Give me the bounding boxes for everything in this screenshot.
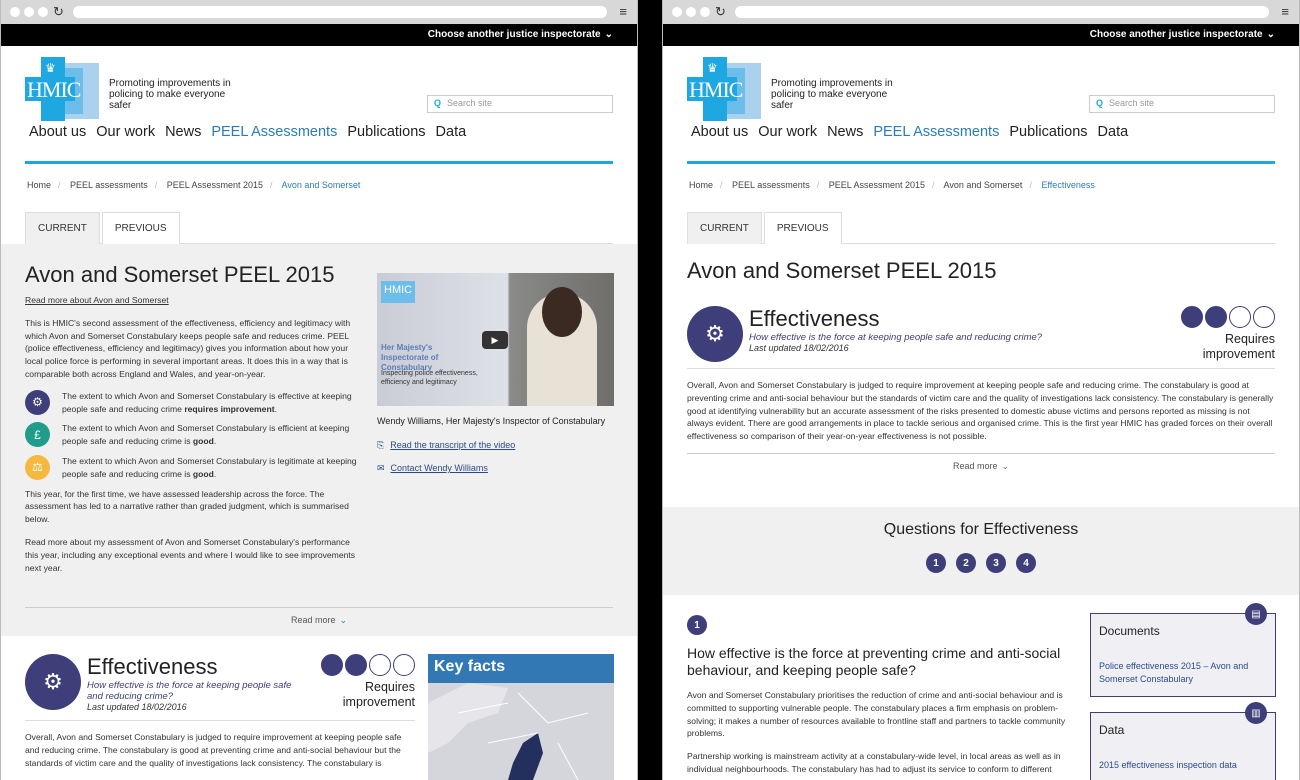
search-icon: Q xyxy=(1096,98,1104,108)
tab-previous[interactable]: PREVIOUS xyxy=(102,212,180,244)
scales-icon: ⚖ xyxy=(25,455,50,480)
video-caption: Wendy Williams, Her Majesty's Inspector of Constabulary xyxy=(377,416,606,426)
transcript-link[interactable]: ⎘ Read the transcript of the video xyxy=(377,440,516,450)
tab-previous[interactable]: PREVIOUS xyxy=(764,212,842,244)
chevron-down-icon: ⌄ xyxy=(604,29,613,40)
main-nav xyxy=(25,124,613,164)
map-image xyxy=(428,683,614,780)
hmic-logo[interactable]: ♛ HMIC xyxy=(25,57,103,121)
tagline: Promoting improvements in policing to make everyone safer xyxy=(109,78,231,111)
documents-box: ▤ Documents Police effectiveness 2015 – Avon and Somerset Constabulary xyxy=(1090,613,1276,697)
reload-icon[interactable]: ↻ xyxy=(53,4,64,19)
nav-publications[interactable]: Publications xyxy=(1009,124,1088,140)
browser-chrome xyxy=(663,0,1299,24)
question-1-section: 1 How effective is the force at preventing crime and anti-social behaviour, and keeping people safe? Avon and Somerset Constabulary prioritises the reduction of crime and anti-social behaviour and is committed to supporting vulnerable people. The constabulary places a firm emphasis on problem-solving; it makes a number of resources available to frontline staff and partners to tackle community problems. Partnership working is mainstream activity at a constabulary-wide level, in local areas as well as in individual neighbourhoods. The constabulary has had to adjust its service to conform to different xyxy=(687,615,1072,776)
leadership-text: This year, for the first time, we have assessed leadership across the force. The assessment has led to a narrative rather than graded judgment, which is summarised below. xyxy=(25,488,349,525)
crumb-peel-2015[interactable]: PEEL Assessment 2015 xyxy=(828,180,926,190)
questions-panel xyxy=(663,507,1299,595)
question-2-button[interactable]: 2 xyxy=(956,553,976,573)
question-1-button[interactable]: 1 xyxy=(926,553,946,573)
rating-legitimacy: ⚖ The extent to which Avon and Somerset Constabulary is legitimate at keeping people safe and reducing crime is good. xyxy=(25,455,365,481)
breadcrumb: Home / PEEL assessments / PEEL Assessment 2015 / Avon and Somerset / Effectiveness xyxy=(689,180,1095,190)
main-nav xyxy=(687,124,1275,164)
question-number: 1 xyxy=(687,615,707,635)
document-icon: ▤ xyxy=(1245,603,1267,625)
crumb-peel[interactable]: PEEL assessments xyxy=(70,180,148,190)
nav-news[interactable]: News xyxy=(165,124,202,140)
crumb-peel[interactable]: PEEL assessments xyxy=(732,180,810,190)
key-facts-title: Key facts xyxy=(428,654,614,683)
tab-current[interactable]: CURRENT xyxy=(687,212,762,244)
section-title: Effectiveness xyxy=(749,306,880,331)
pdf-icon: ⎘ xyxy=(377,440,385,450)
questions-title: Questions for Effectiveness xyxy=(883,521,1079,538)
hmic-logo[interactable]: ♛ HMIC xyxy=(687,57,765,121)
menu-icon[interactable]: ≡ xyxy=(619,4,627,19)
window-controls[interactable] xyxy=(10,7,48,17)
question-3-button[interactable]: 3 xyxy=(986,553,1006,573)
reload-icon[interactable]: ↻ xyxy=(715,4,726,19)
data-link[interactable]: 2015 effectiveness inspection data xyxy=(1099,760,1237,770)
menu-icon[interactable]: ≡ xyxy=(1281,4,1289,19)
play-icon[interactable]: ▶ xyxy=(482,331,508,349)
envelope-icon: ✉ xyxy=(377,463,385,473)
video-player[interactable]: HMIC Her Majesty's Inspectorate of Constabulary Inspecting police effectiveness, efficiency and legitimacy ▶ xyxy=(377,273,614,406)
question-4-button[interactable]: 4 xyxy=(1016,553,1036,573)
browser-chrome xyxy=(1,0,637,24)
crumb-current: Avon and Somerset xyxy=(281,180,361,190)
chevron-down-icon: ⌄ xyxy=(1001,460,1010,471)
page-title: Avon and Somerset PEEL 2015 xyxy=(25,262,335,287)
nav-our-work[interactable]: Our work xyxy=(758,124,818,140)
nav-news[interactable]: News xyxy=(827,124,864,140)
nav-data[interactable]: Data xyxy=(435,124,467,140)
nav-about-us[interactable]: About us xyxy=(691,124,749,140)
nav-publications[interactable]: Publications xyxy=(347,124,426,140)
site-header xyxy=(663,46,1299,126)
crumb-current: Effectiveness xyxy=(1041,180,1095,190)
gears-icon: ⚙ xyxy=(687,306,743,362)
effectiveness-summary: Overall, Avon and Somerset Constabulary is judged to require improvement at keeping people safe and reducing crime. The constabulary is good at preventing crime and anti-social behaviour but the standards of victim care and the quality of investigations lack consistency. The constabulary is generally good at identifying vulnerability but an accurate assessment of the risks presented to domestic abuse victims and persons reported as missing is not always evident. There are good arrangements in place to tackle serious and organised crime. This is the first year HMIC has graded forces on their overall effectiveness so comparison of their year-on-year effectiveness is not possible. xyxy=(687,368,1275,443)
read-more-about-link[interactable]: Read more about Avon and Somerset xyxy=(25,295,169,305)
crumb-peel-2015[interactable]: PEEL Assessment 2015 xyxy=(166,180,264,190)
read-more-button[interactable]: Read more ⌄ xyxy=(687,453,1275,472)
crumb-home[interactable]: Home xyxy=(27,180,52,190)
key-facts-panel xyxy=(428,654,614,780)
rating-efficiency: £ The extent to which Avon and Somerset Constabulary is efficient at keeping people safe and reducing crime is good. xyxy=(25,422,365,448)
contact-link[interactable]: ✉ Contact Wendy Williams xyxy=(377,463,488,473)
grade-dots xyxy=(1181,306,1275,328)
grade-dots xyxy=(321,654,415,676)
address-bar[interactable] xyxy=(735,6,1269,18)
gears-icon: ⚙ xyxy=(25,390,50,415)
tab-bar xyxy=(25,212,613,244)
data-box: ▥ Data 2015 effectiveness inspection data xyxy=(1090,712,1276,780)
inspectorate-bar[interactable] xyxy=(1,24,637,46)
effectiveness-section: ⚙ Effectiveness How effective is the force at keeping people safe and reducing crime? Last updated 18/02/2016 Requires improvement Overall, Avon and Somerset Constabulary is judged to require improvement at keeping people safe and reducing crime. The constabulary is good at preventing crime and anti-social behaviour but the standards of victim care and the quality of investigations lack consistency. The constabulary is generally good at identifying vulnerability but an accurate assessment of the risks presented to domestic abuse victims and persons reported as missing is not always evident. There are good arrangements in place to tackle serious and organised crime. This is the first year HMIC has graded forces on their overall effectiveness so comparison of their year-on-year effectiveness is not possible. Read more ⌄ xyxy=(687,306,1275,471)
search-input[interactable]: Q Search site xyxy=(427,95,613,113)
gears-icon: ⚙ xyxy=(25,654,81,710)
site-header xyxy=(1,46,637,126)
page-title: Avon and Somerset PEEL 2015 xyxy=(687,258,997,283)
read-more-button[interactable]: Read more ⌄ xyxy=(25,607,613,626)
question-title: How effective is the force at preventing crime and anti-social behaviour, and keeping people safe? xyxy=(687,645,1061,678)
inspectorate-bar[interactable]: Choose another justice inspectorate ⌄ xyxy=(663,24,1299,46)
search-input[interactable]: Q Search site xyxy=(1089,95,1275,113)
window-controls[interactable] xyxy=(672,7,710,17)
crown-icon: ♛ xyxy=(707,61,718,75)
search-icon: Q xyxy=(434,98,442,108)
crown-icon: ♛ xyxy=(45,61,56,75)
browser-window-left xyxy=(0,0,638,780)
grade-label: Requires improvement xyxy=(1202,332,1275,361)
nav-our-work[interactable]: Our work xyxy=(96,124,156,140)
tab-current[interactable]: CURRENT xyxy=(25,212,100,244)
chevron-down-icon: ⌄ xyxy=(1266,29,1275,40)
pound-icon: £ xyxy=(25,422,50,447)
effectiveness-summary: Overall, Avon and Somerset Constabulary is judged to require improvement at keeping people safe and reducing crime. The constabulary is good at preventing crime and anti-social behaviour but the standards of victim care and the quality of investigations lack consistency. The constabulary is xyxy=(25,720,415,769)
nav-peel-assessments[interactable]: PEEL Assessments xyxy=(873,124,1000,140)
address-bar[interactable] xyxy=(73,6,607,18)
rating-effectiveness: ⚙ The extent to which Avon and Somerset Constabulary is effective at keeping people safe and reducing crime requires improvement. xyxy=(25,390,365,416)
document-link[interactable]: Police effectiveness 2015 – Avon and Somerset Constabulary xyxy=(1099,661,1249,684)
inspectorate-label[interactable]: Choose another justice inspectorate xyxy=(427,29,601,40)
read-more-paragraph: Read more about my assessment of Avon and Somerset Constabulary's performance this year, including any exceptional events and where I would like to see improvements next year. xyxy=(25,536,356,573)
chevron-down-icon: ⌄ xyxy=(339,615,348,625)
breadcrumb: Home / PEEL assessments / PEEL Assessment 2015 / Avon and Somerset xyxy=(27,180,361,190)
grade-label: Requires improvement xyxy=(342,680,415,709)
nav-data[interactable]: Data xyxy=(1097,124,1129,140)
tab-bar xyxy=(687,212,1275,244)
nav-peel-assessments[interactable]: PEEL Assessments xyxy=(211,124,338,140)
bar-chart-icon: ▥ xyxy=(1245,702,1267,724)
browser-window-right xyxy=(662,0,1300,780)
crumb-avon[interactable]: Avon and Somerset xyxy=(943,180,1023,190)
crumb-home[interactable]: Home xyxy=(689,180,714,190)
nav-about-us[interactable]: About us xyxy=(29,124,87,140)
tagline: Promoting improvements in policing to make everyone safer xyxy=(771,78,893,111)
effectiveness-section: ⚙ Effectiveness How effective is the force at keeping people safe and reducing crime? Last updated 18/02/2016 Requires improvement Overall, Avon and Somerset Constabulary is judged to require improvement at keeping people safe and reducing crime. The constabulary is good at preventing crime and anti-social behaviour but the standards of victim care and the quality of investigations lack consistency. The constabulary is xyxy=(25,654,415,768)
intro-text: This is HMIC's second assessment of the effectiveness, efficiency and legitimacy with which Avon and Somerset Constabulary keeps people safe and reduces crime. PEEL (police effectiveness, efficiency and legitimacy) gives you information about how your local police force is performing in several important areas. It does this in a way that is comparable both across England and Wales, and year-on-year. xyxy=(25,317,351,379)
section-title: Effectiveness xyxy=(87,654,218,679)
